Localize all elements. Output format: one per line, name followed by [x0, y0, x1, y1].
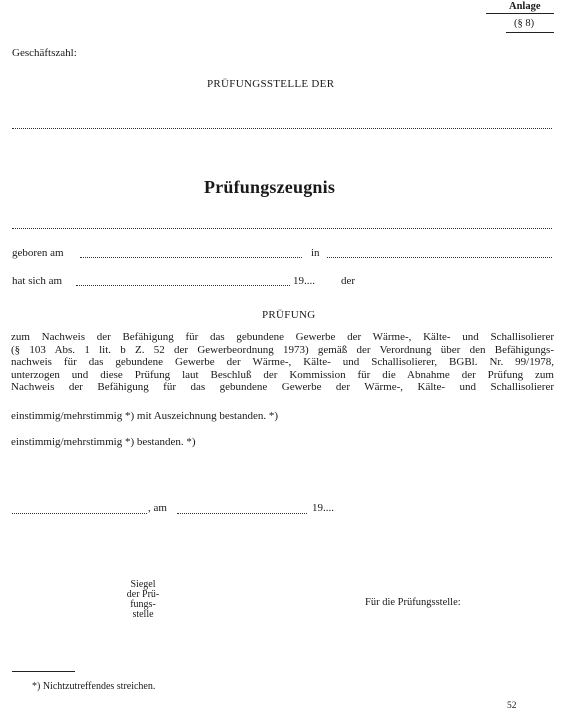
issue-date-dotted-line	[177, 513, 307, 514]
authority-line: PRÜFUNGSSTELLE DER	[207, 78, 335, 90]
seal-line: stelle	[132, 609, 154, 620]
header-top-rule	[486, 13, 554, 14]
exam-year-prefix: 19....	[293, 275, 315, 287]
result-option-passed: einstimmig/mehrstimmig *) bestanden. *)	[11, 436, 196, 448]
name-dotted-line	[12, 228, 552, 229]
exam-der-label: der	[341, 275, 356, 287]
footnote-rule	[12, 671, 75, 672]
exam-date-dotted-line	[76, 285, 290, 286]
body-line: (§ 103 Abs. 1 lit. b Z. 52 der Gewerbeordnung 1973) gemäß der Verordnung über den Befähigungs-	[11, 343, 554, 356]
seal-line: fungs-	[130, 599, 156, 610]
issue-year-prefix: 19....	[312, 502, 334, 514]
footnote-text: *) Nichtzutreffendes streichen.	[32, 681, 156, 692]
body-line: Nachweis der Befähigung für das gebundene Gewerbe der Wärme-, Kälte- und Schallisolierer	[11, 381, 554, 393]
place-date-am-label: , am	[148, 502, 167, 514]
body-line: zum Nachweis der Befähigung für das gebundene Gewerbe der Wärme-, Kälte- und Schallisolierer	[11, 331, 554, 343]
born-label: geboren am	[12, 247, 64, 259]
authority-dotted-line	[12, 128, 552, 129]
place-dotted-line	[12, 513, 147, 514]
anlage-label: Anlage	[509, 1, 541, 12]
signature-label: Für die Prüfungsstelle:	[365, 597, 461, 608]
document-title: Prüfungszeugnis	[204, 177, 336, 197]
birthplace-label: in	[311, 247, 320, 259]
body-line: unterzogen und diese Prüfung laut Beschluß der Kommission für die Abnahme der Prüfung zum	[11, 368, 554, 381]
page-number: 52	[507, 701, 517, 711]
paragraph-reference: (§ 8)	[514, 18, 535, 29]
seal-line: Siegel	[130, 579, 156, 590]
body-line: nachweis für das gebundene Gewerbe der Wärme-, Kälte- und Schallisolierer, BGBl. Nr. 99/1978,	[11, 356, 554, 368]
seal-placeholder	[118, 580, 168, 620]
born-date-dotted-line	[80, 257, 302, 258]
exam-date-label: hat sich am	[12, 275, 63, 287]
geschaeftszahl-label: Geschäftszahl:	[12, 47, 77, 59]
header-bottom-rule	[506, 32, 554, 33]
result-option-with-distinction: einstimmig/mehrstimmig *) mit Auszeichnung bestanden. *)	[11, 410, 279, 422]
seal-line: der Prü-	[126, 589, 160, 600]
certificate-body	[11, 331, 554, 394]
section-heading: PRÜFUNG	[262, 309, 316, 321]
birthplace-dotted-line	[327, 257, 552, 258]
